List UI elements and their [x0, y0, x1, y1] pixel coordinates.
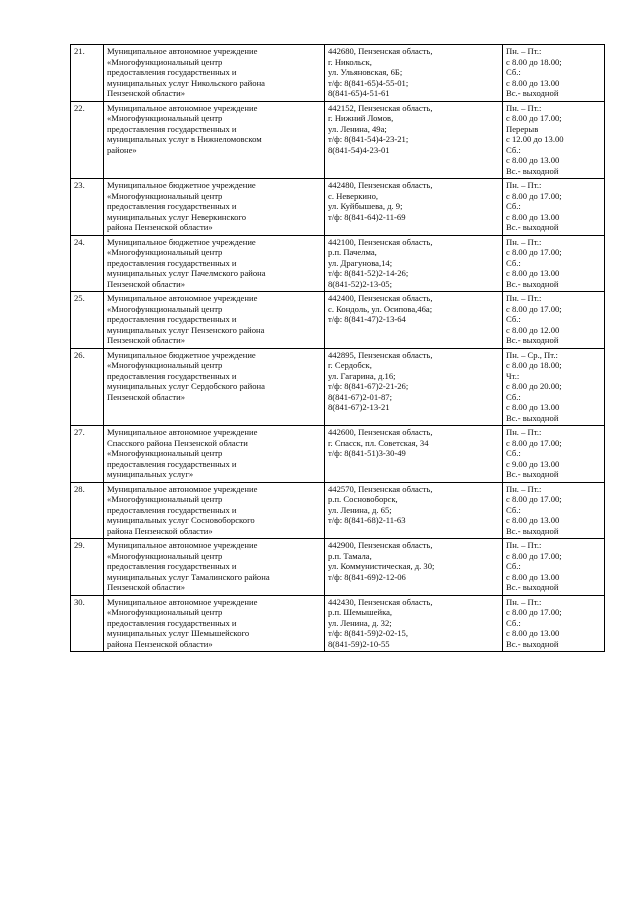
- institution-name-line: Муниципальное автономное учреждение: [107, 102, 258, 113]
- working-hours-line: Вс.- выходной: [506, 638, 559, 649]
- working-hours-line: Сб.:: [506, 67, 521, 77]
- institution-name-line: предоставления государственных и: [107, 617, 237, 628]
- address-line: ул. Гагарина, д.16;: [328, 370, 396, 381]
- working-hours-line: с 12.00 до 13.00: [506, 134, 564, 144]
- row-number-cell: [71, 292, 104, 349]
- row-number: 30.: [74, 596, 85, 607]
- working-hours-line: с 8.00 до 17.00;: [506, 113, 562, 123]
- institution-name-line: Пензенской области»: [107, 391, 186, 402]
- institution-name-line: муниципальных услуг Никольского района: [107, 77, 265, 88]
- institution-name-line: Муниципальное автономное учреждение: [107, 46, 258, 56]
- address-cell: [325, 45, 503, 102]
- working-hours-line: с 8.00 до 17.00;: [506, 303, 562, 314]
- institution-name-cell: [104, 292, 325, 349]
- working-hours-cell: [503, 348, 605, 426]
- address-line: т/ф: 8(841-51)3-30-49: [328, 448, 406, 458]
- row-number: 21.: [74, 46, 85, 56]
- institution-name-line: «Многофункциональный центр: [107, 56, 223, 67]
- institution-name-cell: [104, 179, 325, 236]
- address-line: т/ф: 8(841-65)4-55-01;: [328, 77, 409, 88]
- institution-name-line: Пензенской области»: [107, 278, 186, 289]
- row-number-cell: [71, 235, 104, 292]
- table-row: [71, 235, 605, 292]
- address-cell: [325, 348, 503, 426]
- institution-name-line: Муниципальное автономное учреждение: [107, 483, 258, 494]
- institution-name-line: предоставления государственных и: [107, 458, 237, 469]
- address-line: ул. Коммунистическая, д. 30;: [328, 561, 435, 571]
- working-hours-line: Вс.- выходной: [506, 278, 559, 289]
- address-cell: [325, 235, 503, 292]
- working-hours-line: Вс.- выходной: [506, 88, 559, 98]
- institution-name-line: района Пензенской области»: [107, 525, 213, 536]
- address-cell: [325, 292, 503, 349]
- institution-name-line: «Многофункциональный центр: [107, 448, 223, 458]
- address-line: ул. Ленина, д. 32;: [328, 617, 392, 628]
- institution-name-line: предоставления государственных и: [107, 370, 237, 381]
- table-row: [71, 426, 605, 483]
- working-hours-line: с 8.00 до 20.00;: [506, 381, 562, 391]
- working-hours-line: Сб.:: [506, 617, 521, 628]
- working-hours-cell: [503, 235, 605, 292]
- institution-name-line: предоставления государственных и: [107, 561, 237, 571]
- address-line: 8(841-65)4-51-61: [328, 88, 390, 98]
- institution-name-line: районе»: [107, 144, 137, 155]
- address-line: ул. Ульяновская, 6Б;: [328, 67, 403, 77]
- address-line: г. Никольск,: [328, 56, 372, 67]
- institution-name-line: муниципальных услуг Неверкинского: [107, 211, 246, 222]
- address-line: 8(841-59)2-10-55: [328, 638, 390, 649]
- address-line: 442430, Пензенская область,: [328, 596, 433, 607]
- working-hours-line: с 8.00 до 17.00;: [506, 437, 562, 448]
- address-line: р.п. Тамала,: [328, 550, 372, 561]
- working-hours-line: с 8.00 до 13.00: [506, 211, 560, 222]
- institution-name-line: муниципальных услуг Шемышейского: [107, 628, 250, 638]
- working-hours-line: с 8.00 до 17.00;: [506, 190, 562, 201]
- row-number: 26.: [74, 349, 85, 360]
- institution-name-cell: [104, 45, 325, 102]
- address-line: с. Неверкино,: [328, 190, 379, 201]
- address-line: 442680, Пензенская область,: [328, 46, 433, 56]
- address-line: р.п. Шемышейка,: [328, 607, 393, 617]
- institution-name-cell: [104, 482, 325, 539]
- row-number: 25.: [74, 293, 85, 303]
- table-row: [71, 101, 605, 179]
- working-hours-cell: [503, 45, 605, 102]
- row-number-cell: [71, 101, 104, 179]
- address-line: ул. Ленина, д. 65;: [328, 504, 392, 515]
- institution-name-line: Пензенской области»: [107, 582, 186, 592]
- institution-name-line: Муниципальное автономное учреждение: [107, 293, 258, 303]
- working-hours-line: с 8.00 до 17.00;: [506, 247, 562, 257]
- working-hours-line: Вс.- выходной: [506, 582, 559, 592]
- address-line: т/ф: 8(841-54)4-23-21;: [328, 134, 409, 144]
- table-row: [71, 292, 605, 349]
- working-hours-line: с 8.00 до 18.00;: [506, 56, 562, 67]
- address-line: т/ф: 8(841-64)2-11-69: [328, 211, 406, 222]
- address-line: т/ф: 8(841-47)2-13-64: [328, 314, 406, 324]
- address-line: г. Сердобск,: [328, 360, 372, 370]
- working-hours-line: Сб.:: [506, 561, 521, 571]
- working-hours-line: Вс.- выходной: [506, 525, 559, 536]
- address-line: ул. Ленина, 49а;: [328, 123, 387, 134]
- institution-name-line: Муниципальное бюджетное учреждение: [107, 349, 256, 360]
- working-hours-line: Перерыв: [506, 123, 539, 134]
- row-number-cell: [71, 482, 104, 539]
- row-number: 24.: [74, 236, 85, 247]
- working-hours-line: с 8.00 до 13.00: [506, 571, 560, 582]
- institution-name-line: предоставления государственных и: [107, 123, 237, 134]
- working-hours-line: Пн. – Пт.:: [506, 102, 542, 113]
- working-hours-line: Сб.:: [506, 391, 521, 402]
- institution-name-cell: [104, 101, 325, 179]
- institution-name-cell: [104, 539, 325, 596]
- address-line: 8(841-67)2-01-87;: [328, 391, 392, 402]
- address-cell: [325, 179, 503, 236]
- address-line: 442600, Пензенская область,: [328, 427, 433, 437]
- working-hours-line: с 8.00 до 13.00: [506, 155, 560, 165]
- row-number: 22.: [74, 102, 85, 113]
- working-hours-line: Пн. – Пт.:: [506, 293, 542, 303]
- address-cell: [325, 595, 503, 652]
- working-hours-line: с 8.00 до 18.00;: [506, 360, 562, 370]
- address-line: г. Нижний Ломов,: [328, 113, 394, 123]
- institution-name-line: предоставления государственных и: [107, 67, 237, 77]
- working-hours-line: Пн. – Пт.:: [506, 596, 542, 607]
- institution-name-line: предоставления государственных и: [107, 201, 237, 211]
- working-hours-cell: [503, 292, 605, 349]
- table-row: [71, 179, 605, 236]
- address-line: г. Спасск, пл. Советская, 34: [328, 437, 429, 448]
- table-row: [71, 45, 605, 102]
- institution-name-line: Муниципальное бюджетное учреждение: [107, 180, 256, 190]
- working-hours-line: Пн. – Пт.:: [506, 46, 542, 56]
- address-line: 8(841-54)4-23-01: [328, 144, 390, 155]
- working-hours-cell: [503, 179, 605, 236]
- address-line: р.п. Сосновоборск,: [328, 494, 398, 504]
- working-hours-line: Чт.:: [506, 370, 520, 381]
- working-hours-line: с 8.00 до 17.00;: [506, 607, 562, 617]
- working-hours-line: с 8.00 до 13.00: [506, 77, 560, 88]
- institution-name-line: «Многофункциональный центр: [107, 494, 223, 504]
- working-hours-cell: [503, 539, 605, 596]
- table-body: [71, 45, 605, 652]
- working-hours-line: Вс.- выходной: [506, 335, 559, 345]
- working-hours-cell: [503, 101, 605, 179]
- working-hours-line: с 8.00 до 13.00: [506, 402, 560, 412]
- working-hours-line: Сб.:: [506, 201, 521, 211]
- working-hours-cell: [503, 426, 605, 483]
- institution-name-line: муниципальных услуг Пензенского района: [107, 324, 265, 335]
- institution-name-line: «Многофункциональный центр: [107, 190, 223, 201]
- address-line: 442900, Пензенская область,: [328, 540, 433, 550]
- row-number: 27.: [74, 427, 85, 437]
- institution-name-line: района Пензенской области»: [107, 222, 213, 232]
- institution-name-cell: [104, 235, 325, 292]
- institution-name-line: района Пензенской области»: [107, 638, 213, 649]
- address-line: т/ф: 8(841-68)2-11-63: [328, 515, 406, 525]
- address-cell: [325, 426, 503, 483]
- address-line: 442480, Пензенская область,: [328, 180, 433, 190]
- institution-name-line: предоставления государственных и: [107, 504, 237, 515]
- address-cell: [325, 101, 503, 179]
- working-hours-line: Пн. – Пт.:: [506, 427, 542, 437]
- institution-name-cell: [104, 426, 325, 483]
- institution-name-line: Спасского района Пензенской области: [107, 437, 248, 448]
- row-number: 29.: [74, 540, 85, 550]
- working-hours-line: Сб.:: [506, 448, 521, 458]
- address-line: 8(841-52)2-13-05;: [328, 278, 392, 289]
- address-line: 442895, Пензенская область,: [328, 349, 433, 360]
- row-number-cell: [71, 45, 104, 102]
- institution-name-line: «Многофункциональный центр: [107, 113, 223, 123]
- working-hours-line: с 9.00 до 13.00: [506, 458, 560, 469]
- address-line: 8(841-67)2-13-21: [328, 402, 390, 412]
- row-number: 28.: [74, 483, 85, 494]
- row-number-cell: [71, 539, 104, 596]
- institution-name-line: муниципальных услуг Сосновоборского: [107, 515, 255, 525]
- institution-name-cell: [104, 595, 325, 652]
- address-line: ул. Драгунова,14;: [328, 257, 393, 268]
- working-hours-line: с 8.00 до 13.00: [506, 515, 560, 525]
- working-hours-line: с 8.00 до 13.00: [506, 268, 560, 278]
- row-number-cell: [71, 348, 104, 426]
- row-number-cell: [71, 179, 104, 236]
- institution-name-line: Муниципальное бюджетное учреждение: [107, 236, 256, 247]
- institution-name-line: Пензенской области»: [107, 88, 186, 98]
- working-hours-line: Вс.- выходной: [506, 165, 559, 176]
- institution-name-line: «Многофункциональный центр: [107, 360, 223, 370]
- institution-name-line: «Многофункциональный центр: [107, 607, 223, 617]
- address-cell: [325, 539, 503, 596]
- working-hours-cell: [503, 482, 605, 539]
- institution-name-line: муниципальных услуг»: [107, 469, 194, 479]
- institution-name-line: Пензенской области»: [107, 335, 186, 345]
- row-number-cell: [71, 426, 104, 483]
- row-number: 23.: [74, 180, 85, 190]
- row-number-cell: [71, 595, 104, 652]
- working-hours-cell: [503, 595, 605, 652]
- table-row: [71, 482, 605, 539]
- table-row: [71, 348, 605, 426]
- working-hours-line: с 8.00 до 13.00: [506, 628, 560, 638]
- working-hours-line: с 8.00 до 17.00;: [506, 494, 562, 504]
- address-line: 442100, Пензенская область,: [328, 236, 433, 247]
- table-row: [71, 595, 605, 652]
- working-hours-line: Пн. – Пт.:: [506, 540, 542, 550]
- address-cell: [325, 482, 503, 539]
- address-line: т/ф: 8(841-59)2-02-15,: [328, 628, 408, 638]
- address-line: р.п. Пачелма,: [328, 247, 377, 257]
- working-hours-line: Вс.- выходной: [506, 222, 559, 232]
- institution-name-line: «Многофункциональный центр: [107, 247, 223, 257]
- address-line: т/ф: 8(841-69)2-12-06: [328, 571, 406, 582]
- institution-name-line: муниципальных услуг Сердобского района: [107, 381, 265, 391]
- address-line: 442570, Пензенская область,: [328, 483, 433, 494]
- working-hours-line: Пн. – Пт.:: [506, 483, 542, 494]
- working-hours-line: Сб.:: [506, 314, 521, 324]
- address-line: т/ф: 8(841-67)2-21-26;: [328, 381, 409, 391]
- institution-name-cell: [104, 348, 325, 426]
- mfc-offices-table: [70, 44, 605, 652]
- institution-name-line: муниципальных услуг Тамалинского района: [107, 571, 270, 582]
- working-hours-line: Пн. – Пт.:: [506, 180, 542, 190]
- working-hours-line: Сб.:: [506, 144, 521, 155]
- working-hours-line: Вс.- выходной: [506, 412, 559, 423]
- working-hours-line: с 8.00 до 17.00;: [506, 550, 562, 561]
- working-hours-line: Пн. – Ср., Пт.:: [506, 349, 558, 360]
- institution-name-line: «Многофункциональный центр: [107, 303, 223, 314]
- address-line: 442152, Пензенская область,: [328, 102, 433, 113]
- institution-name-line: предоставления государственных и: [107, 314, 237, 324]
- address-line: т/ф: 8(841-52)2-14-26;: [328, 268, 409, 278]
- address-line: с. Кондоль, ул. Осипова,46а;: [328, 303, 433, 314]
- institution-name-line: муниципальных услуг в Нижнеломовском: [107, 134, 262, 144]
- working-hours-line: Сб.:: [506, 504, 521, 515]
- institution-name-line: муниципальных услуг Пачелмского района: [107, 268, 266, 278]
- address-line: 442400, Пензенская область,: [328, 293, 433, 303]
- address-line: ул. Куйбышева, д. 9;: [328, 201, 403, 211]
- institution-name-line: предоставления государственных и: [107, 257, 237, 268]
- working-hours-line: Пн. – Пт.:: [506, 236, 542, 247]
- working-hours-line: с 8.00 до 12.00: [506, 324, 560, 335]
- table-row: [71, 539, 605, 596]
- institution-name-line: Муниципальное автономное учреждение: [107, 427, 258, 437]
- working-hours-line: Сб.:: [506, 257, 521, 268]
- institution-name-line: Муниципальное автономное учреждение: [107, 540, 258, 550]
- working-hours-line: Вс.- выходной: [506, 469, 559, 479]
- institution-name-line: «Многофункциональный центр: [107, 550, 223, 561]
- institution-name-line: Муниципальное автономное учреждение: [107, 596, 258, 607]
